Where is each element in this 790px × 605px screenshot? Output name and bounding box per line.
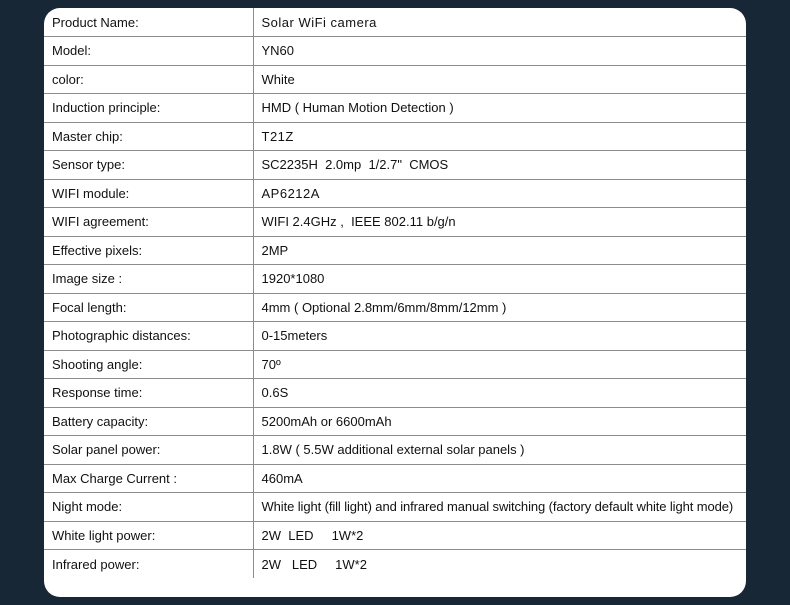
spec-label: Induction principle: bbox=[44, 94, 253, 123]
table-row bbox=[44, 179, 746, 208]
spec-label: Effective pixels: bbox=[44, 236, 253, 265]
table-row bbox=[44, 550, 746, 579]
table-row bbox=[44, 122, 746, 151]
spec-value: 2MP bbox=[253, 236, 746, 265]
spec-value: T21Z bbox=[253, 122, 746, 151]
spec-value: Solar WiFi camera bbox=[253, 8, 746, 37]
table-row bbox=[44, 8, 746, 37]
table-row bbox=[44, 151, 746, 180]
spec-value: White light (fill light) and infrared manual switching (factory default white light mode) bbox=[253, 493, 746, 522]
spec-label: Master chip: bbox=[44, 122, 253, 151]
spec-label: Max Charge Current : bbox=[44, 464, 253, 493]
spec-label: Shooting angle: bbox=[44, 350, 253, 379]
spec-value: SC2235H 2.0mp 1/2.7" CMOS bbox=[253, 151, 746, 180]
spec-value: 460mA bbox=[253, 464, 746, 493]
spec-card bbox=[44, 8, 746, 597]
table-row bbox=[44, 265, 746, 294]
table-row bbox=[44, 493, 746, 522]
spec-value: 2W LED 1W*2 bbox=[253, 550, 746, 579]
spec-value: 2W LED 1W*2 bbox=[253, 521, 746, 550]
spec-value: 0.6S bbox=[253, 379, 746, 408]
spec-label: Product Name: bbox=[44, 8, 253, 37]
spec-label: Image size : bbox=[44, 265, 253, 294]
table-row bbox=[44, 407, 746, 436]
spec-label: Infrared power: bbox=[52, 556, 140, 572]
spec-value: HMD ( Human Motion Detection ) bbox=[253, 94, 746, 123]
table-row bbox=[44, 208, 746, 237]
spec-label: Photographic distances: bbox=[44, 322, 253, 351]
spec-label: Night mode: bbox=[44, 493, 253, 522]
table-row bbox=[44, 350, 746, 379]
spec-label: color: bbox=[44, 65, 253, 94]
spec-label: WIFI module: bbox=[44, 179, 253, 208]
spec-value: 4mm ( Optional 2.8mm/6mm/8mm/12mm ) bbox=[253, 293, 746, 322]
table-row bbox=[44, 236, 746, 265]
spec-value: YN60 bbox=[253, 37, 746, 66]
spec-value: White bbox=[253, 65, 746, 94]
spec-label: Response time: bbox=[44, 379, 253, 408]
table-row bbox=[44, 379, 746, 408]
table-row bbox=[44, 464, 746, 493]
spec-label: Model: bbox=[44, 37, 253, 66]
table-row bbox=[44, 322, 746, 351]
spec-label: WIFI agreement: bbox=[44, 208, 253, 237]
spec-value: AP6212A bbox=[253, 179, 746, 208]
spec-value: 5200mAh or 6600mAh bbox=[253, 407, 746, 436]
table-row bbox=[44, 521, 746, 550]
spec-table bbox=[44, 8, 746, 578]
spec-value: 0-15meters bbox=[253, 322, 746, 351]
table-row bbox=[44, 65, 746, 94]
spec-label: Battery capacity: bbox=[44, 407, 253, 436]
spec-value: 1920*1080 bbox=[253, 265, 746, 294]
table-row bbox=[44, 436, 746, 465]
spec-label: Sensor type: bbox=[44, 151, 253, 180]
spec-value: 1.8W ( 5.5W additional external solar panels ) bbox=[253, 436, 746, 465]
spec-label: White light power: bbox=[44, 521, 253, 550]
table-row bbox=[44, 37, 746, 66]
spec-label: Solar panel power: bbox=[44, 436, 253, 465]
spec-label: Focal length: bbox=[44, 293, 253, 322]
spec-value: WIFI 2.4GHz , IEEE 802.11 b/g/n bbox=[253, 208, 746, 237]
table-row bbox=[44, 94, 746, 123]
table-row bbox=[44, 293, 746, 322]
spec-value: 70º bbox=[253, 350, 746, 379]
